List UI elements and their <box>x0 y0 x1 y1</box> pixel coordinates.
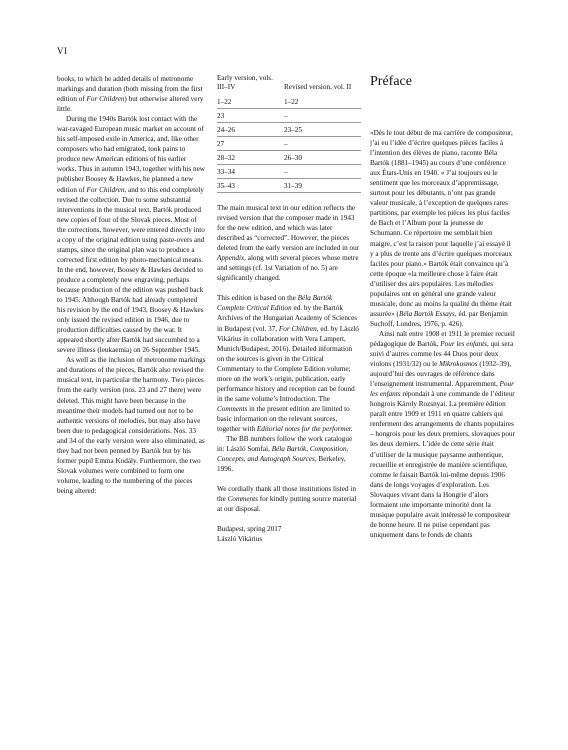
table-cell-revised: 1–22 <box>284 95 361 109</box>
table-cell-revised: – <box>284 109 361 123</box>
paragraph: «Dès le tout début de ma carrière de compositeur, j’ai eu l’idée d’écrire quelques pièces faciles à l’intention des élèves de piano, raconte Béla Bartók (1881–1945) au cours d’une conférence aux États-Unis en 1940. « J’ai toujours eu le sentiment que les morceaux d’apprentissage, surtout pour les débutants, n’ont pas grande valeur musicale, à l’exception de quelques rares partitions, par exemple les pièces les plus faciles de Bach et l’Album pour la jeunesse de Schumann. Ce répertoire me semblait bien maigre, c’est la raison pour laquelle j’ai essayé il y a plus de trente ans d’écrire quelques morceaux faciles pour piano.» Bartók était convaincu qu’à cette époque «la meilleure chose à faire était d’utiliser des airs populaires. Les mélodies populaires ont en général une grande valeur musicale, donc au moins la qualité du thème était assurée» (Béla Bartók Essays, éd. par Benjamin Suchoff, Londres, 1976, p. 426). <box>370 129 513 328</box>
paragraph: During the 1940s Bartók lost contact with the war-ravaged European music market on account of his self-imposed exile in America, and, like other composers who had emigrated, took pains to produce new American editions of his earlier works. Thus in autumn 1943, together with his new publisher Boosey & Hawkes, he planned a new edition of For Children, and to this end completely revised the collection. Due to some substantial interventions in the musical text, Bartók produced new copies of four of the Slovak pieces. Most of the corrections, however, were entered directly into a copy of the original edition using paste-overs and stamps, since the original plan was to produce a corrected first edition by photo-mechanical means. In the end, however, Boosey & Hawkes decided to produce a completely new engraving, perhaps because production of the edition was pushed back to 1945. Although Bartók had already completed his revision by the end of 1943, Boosey & Hawkes only issued the revised edition in 1946, due to production difficulties caused by the war. It appeared shortly after Bartók had succumbed to a severe illness (leukaemia) on 26 September 1945. <box>57 115 205 355</box>
table-cell-early: 28–32 <box>217 151 284 165</box>
table-cell-early: 35–43 <box>217 179 284 193</box>
page-number: VI <box>57 46 68 56</box>
table-cell-early: 1–22 <box>217 95 284 109</box>
paragraph: The main musical text in our edition reflects the revised version that the composer made in 1943 for the new edition, and which was later described as “corrected”. However, the pieces deleted from the early version are included in our Appendix, along with several pieces whose metre and settings (cf. 1st Variation of no. 5) are significantly changed. <box>217 204 360 283</box>
table-cell-revised: 26–30 <box>284 151 361 165</box>
table-header-revised: Revised version, vol. II <box>284 83 352 91</box>
table-row <box>217 95 361 109</box>
table-body <box>217 95 361 193</box>
table-row <box>217 151 361 165</box>
preface-title: Préface <box>370 74 412 89</box>
signature-place: Budapest, spring 2017 <box>217 525 282 534</box>
table-cell-early: 33–34 <box>217 165 284 179</box>
paragraph: The BB numbers follow the work catalogue in: László Somfai, Béla Bartók, Composition, Concepts, and Autograph Sources, Berkeley, 1996. <box>217 435 353 474</box>
table-row <box>217 179 361 193</box>
table-header-early: Early version, vols. III–IV <box>217 74 273 91</box>
table-cell-revised: 31–39 <box>284 179 361 193</box>
table-cell-revised: 23–25 <box>284 123 361 137</box>
table-row <box>217 137 361 151</box>
paragraph: As well as the inclusion of metronome markings and durations of the pieces, Bartók also revised the musical text, in particular the harmony. Two pieces from the early version (nos. 23 and 27 there) were deleted. This might have been because in the meantime their models had turned out not to be authentic versions of melodies, but may also have been due to pedagogical considerations. Nos. 33 and 34 of the early version were also eliminated, as they had not been penned by Bartók but by his former pupil Emma Kodály. Furthermore, the two Slovak volumes were combined to form one volume, leading to the numbering of the pieces being altered: <box>57 356 206 495</box>
paragraph: We cordially thank all those institutions listed in the Comments for kindly putting source material at our disposal. <box>217 485 357 514</box>
signature-name: László Vikárius <box>217 535 263 544</box>
english-column-middle <box>217 74 361 544</box>
paragraph: Ainsi naît entre 1908 et 1911 le premier recueil pédagogique de Bartók, Pour les enfants, qui sera suivi d’autres comme les 44 Duos pour deux violons (1931/32) ou le Mikrokosmos (1932–39), aujourd’hui des ouvrages de référence dans l’enseignement instrumental. Apparemment, Pour les enfants répondait à une commande de l’éditeur hongrois Károly Rozsnyai. La première édition paraît entre 1909 et 1911 en quatre cahiers qui renferment des arrangements de chants populaires – hongrois pour les deux premiers, slovaques pour les deux derniers. L’idée de cette série était d’utiliser de la musique paysanne authentique, recueillie et enregistrée de manière scientifique, comme le faisait Bartók lui-même depuis 1906 dans de longs voyages d’exploration. Les Slovaques vivant dans la Hongrie d’alors formaient une importante minorité dont la musique populaire avait intéressé le compositeur de bonne heure. Il ne puise cependant pas uniquement dans le fonds de chants <box>370 329 515 539</box>
table-cell-early: 24–26 <box>217 123 284 137</box>
table-cell-early: 27 <box>217 137 284 151</box>
english-column-left <box>57 74 207 496</box>
table-row <box>217 165 361 179</box>
french-column <box>370 74 515 540</box>
table-row <box>217 123 361 137</box>
table-cell-revised: – <box>284 137 361 151</box>
paragraph: This edition is based on the Béla Bartók Complete Critical Edition ed. by the Bartók Archives of the Hungarian Academy of Sciences in Budapest (vol. 37, For Children, ed. by László Vikárius in collaboration with Vera Lampert, Munich/Budapest, 2016). Detailed information on the sources is given in the Critical Commentary to the Complete Edition volume; more on the work’s origin, publication, early performance history and reception can be found in the same volume’s Introduction. The Comments in the present edition are limited to basic information on the relevant sources, together with Editorial notes for the performer. <box>217 294 359 433</box>
numbering-table <box>217 74 361 193</box>
paragraph: books, to which he added details of metronome markings and duration (both missing from the first edition of For Children) but otherwise altered very little. <box>57 75 204 114</box>
table-cell-early: 23 <box>217 109 284 123</box>
table-row <box>217 109 361 123</box>
table-cell-revised: – <box>284 165 361 179</box>
